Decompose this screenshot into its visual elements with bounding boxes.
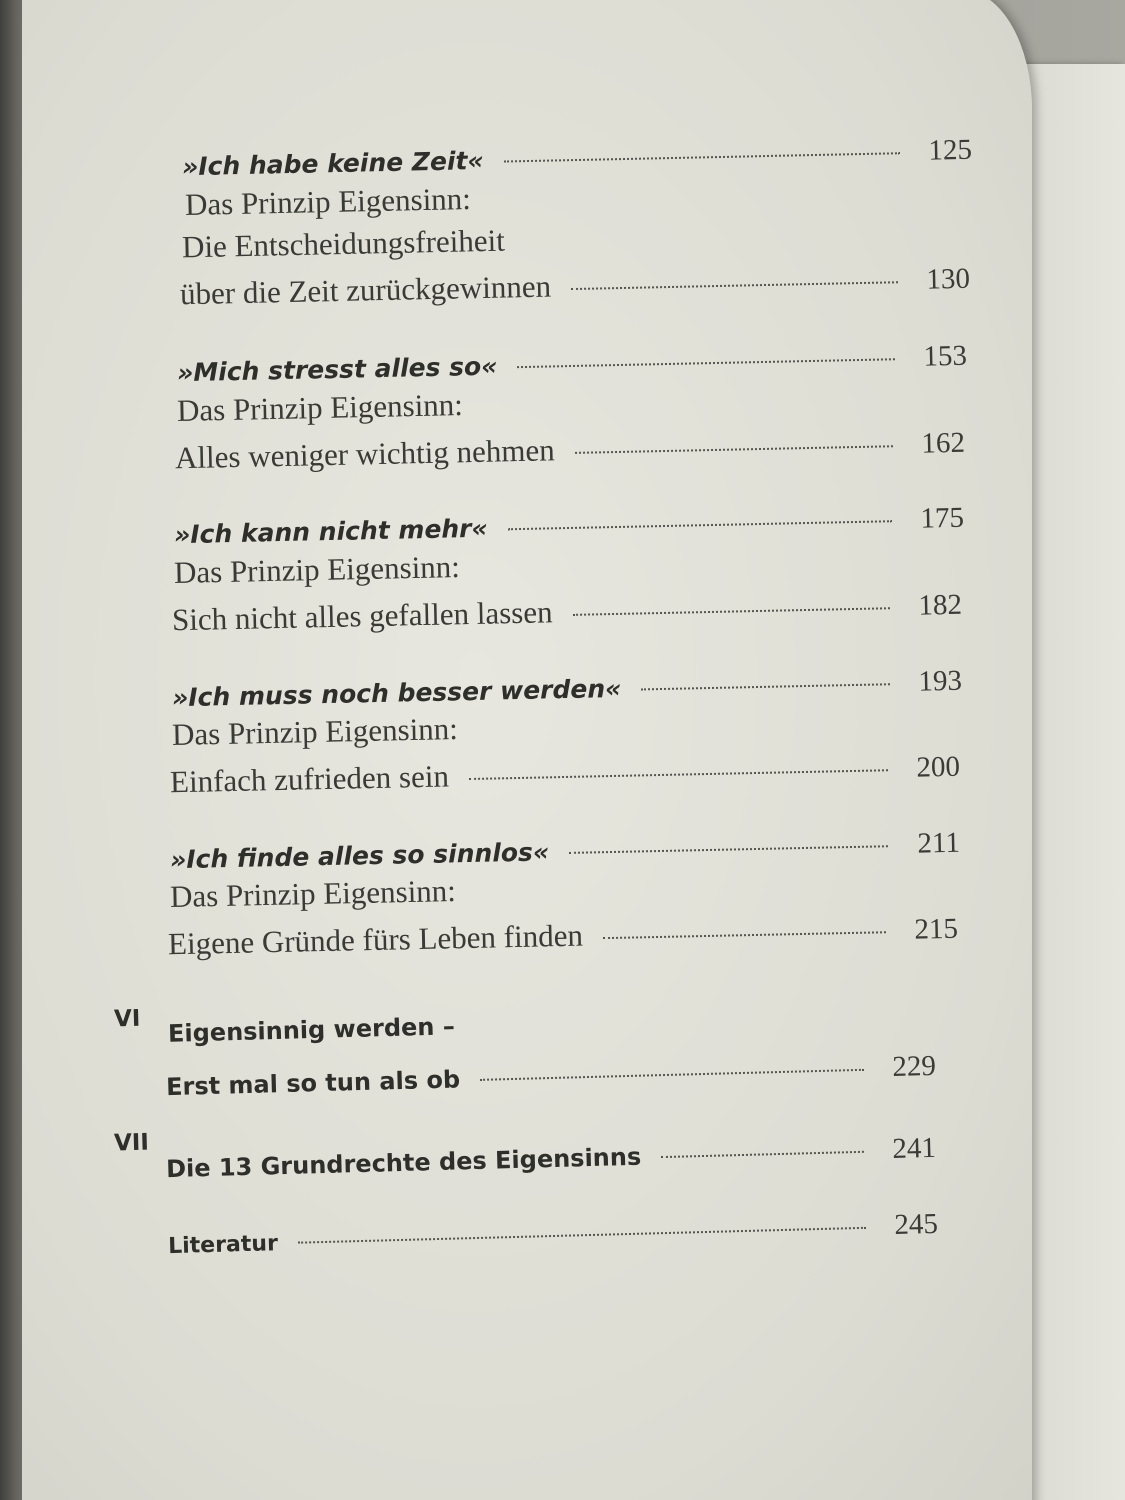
- dot-leader: [469, 768, 888, 780]
- entry-subtitle: Sich nicht alles gefallen lassen: [171, 594, 553, 638]
- toc-entry-subtitle: [172, 586, 963, 639]
- page-number: 130: [926, 262, 971, 296]
- dot-leader: [573, 606, 890, 616]
- chapter-numeral: VII: [113, 1129, 150, 1157]
- dot-leader: [641, 682, 890, 690]
- entry-subtitle: Eigene Gründe fürs Leben finden: [167, 917, 584, 962]
- dot-leader: [504, 151, 900, 162]
- page-number: 162: [921, 426, 966, 460]
- toc-chapter-entry: [166, 1132, 937, 1185]
- page-number: 182: [918, 588, 963, 622]
- entry-subtitle: Einfach zufrieden sein: [169, 758, 450, 800]
- page-number: 211: [917, 826, 961, 860]
- chapter-numeral: VI: [113, 1005, 141, 1033]
- toc-entry-subtitle: [180, 260, 971, 313]
- chapter-title-line: Eigensinnig werden –: [167, 1012, 456, 1048]
- entry-title: »Ich finde alles so sinnlos«: [169, 837, 550, 875]
- principle-label: Das Prinzip Eigensinn:: [184, 181, 472, 222]
- dot-leader: [508, 519, 892, 530]
- chapter-title: Erst mal so tun als ob: [165, 1065, 461, 1102]
- toc-entry-title: [182, 134, 973, 184]
- literature-label: Literatur: [167, 1231, 279, 1260]
- toc-literature-entry: [168, 1208, 939, 1261]
- toc-entry-title: [177, 340, 968, 390]
- entry-title: »Ich kann nicht mehr«: [173, 513, 489, 550]
- page-number: 193: [918, 664, 963, 698]
- toc-chapter-entry: [166, 1050, 937, 1103]
- chapter-title: Die 13 Grundrechte des Eigensinns: [165, 1142, 642, 1184]
- toc-entry-subtitle: [168, 910, 959, 963]
- book-page: [22, 0, 1032, 1500]
- page-number: 175: [920, 501, 965, 535]
- entry-title: »Ich habe keine Zeit«: [181, 145, 484, 182]
- dot-leader: [298, 1226, 866, 1244]
- page-number: 125: [928, 133, 973, 167]
- table-of-contents: [22, 0, 1032, 1490]
- dot-leader: [517, 357, 895, 368]
- dot-leader: [603, 930, 886, 939]
- principle-label: Das Prinzip Eigensinn:: [173, 549, 461, 590]
- subtitle-line: Die Entscheidungsfreiheit: [181, 222, 506, 265]
- principle-label: Das Prinzip Eigensinn:: [176, 387, 464, 428]
- page-number: 200: [916, 750, 961, 784]
- entry-title: »Mich stresst alles so«: [176, 351, 498, 388]
- toc-entry-title: [172, 665, 963, 715]
- dot-leader: [569, 844, 888, 854]
- entry-subtitle: Alles weniger wichtig nehmen: [174, 432, 556, 476]
- dot-leader: [661, 1150, 864, 1158]
- entry-subtitle: über die Zeit zurückgewinnen: [179, 268, 552, 312]
- entry-title: »Ich muss noch besser werden«: [171, 673, 622, 713]
- dot-leader: [480, 1068, 864, 1081]
- toc-entry-subtitle: [170, 748, 961, 801]
- dot-leader: [575, 444, 893, 454]
- toc-entry-subtitle: [175, 424, 966, 477]
- toc-entry-title: [170, 827, 961, 877]
- page-number: 229: [891, 1049, 937, 1084]
- page-number: 241: [891, 1131, 937, 1166]
- principle-label: Das Prinzip Eigensinn:: [169, 873, 457, 914]
- page-number: 153: [923, 339, 968, 373]
- principle-label: Das Prinzip Eigensinn:: [171, 711, 459, 752]
- page-number: 245: [893, 1207, 939, 1242]
- dot-leader: [571, 280, 898, 290]
- page-number: 215: [914, 912, 959, 946]
- toc-entry-title: [174, 502, 965, 552]
